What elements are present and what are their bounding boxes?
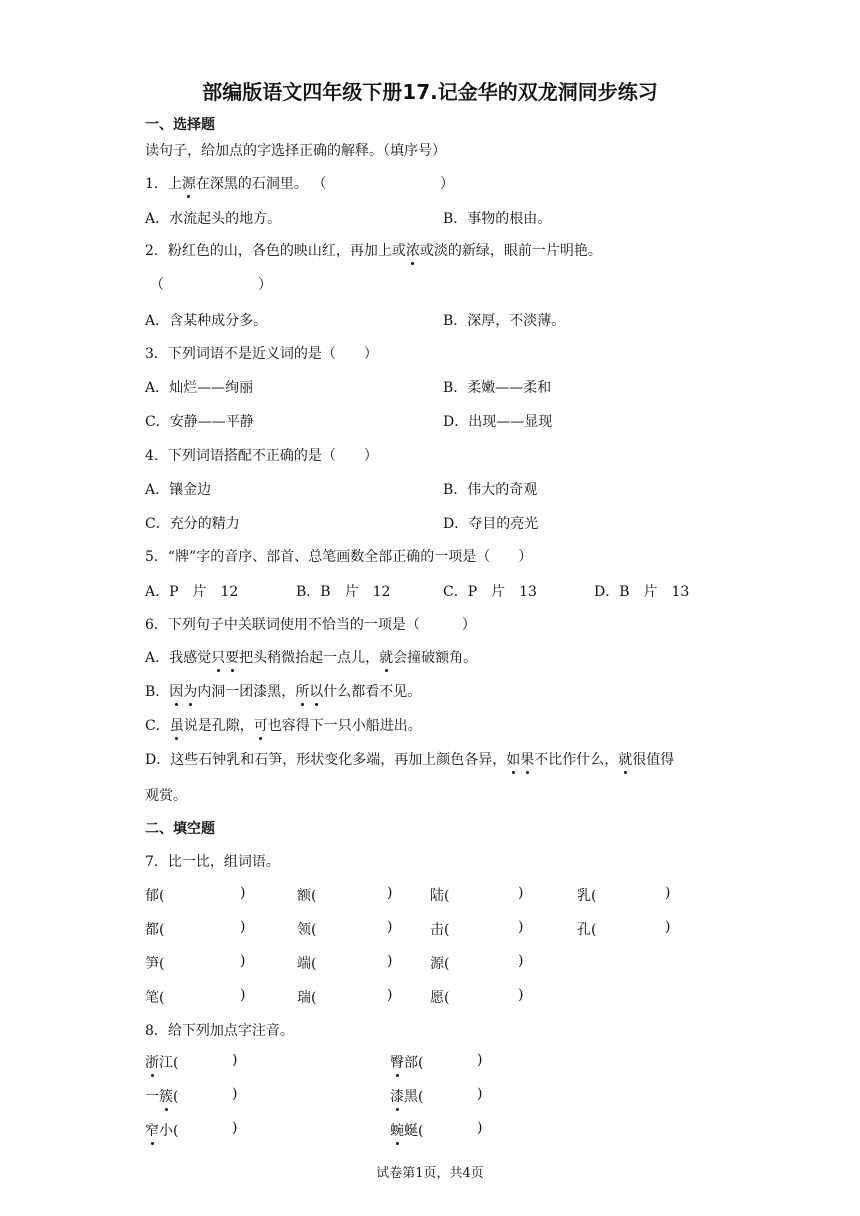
emphasized-char: 果 [520, 749, 534, 769]
q7-blank-close: ) [518, 953, 524, 969]
q8-blank-close: ) [477, 1120, 483, 1136]
q2-emphasized-char: 浓 [406, 240, 420, 260]
q6c-connective-2 [254, 718, 268, 734]
emphasized-char: 只 [211, 647, 225, 667]
q6c-connective-1 [170, 718, 184, 734]
emphasized-char: 要 [225, 647, 239, 667]
q7-word-cell[interactable]: 郁( [145, 888, 165, 904]
q7-word-cell[interactable]: 击( [430, 922, 450, 938]
q6b-seg: 内洞一团漆黑， [197, 684, 296, 700]
q8-text: 一 [145, 1089, 159, 1105]
q8-blank-close: ) [477, 1052, 483, 1068]
q6a-seg: 把头稍微抬起一点儿， [239, 650, 380, 666]
q7-blank-close: ) [387, 885, 393, 901]
q1-emphasized-char: 源 [182, 173, 196, 193]
q6d-connective-1 [506, 752, 534, 768]
page-title: 部编版语文四年级下册17.记金华的双龙洞同步练习 [202, 80, 658, 104]
q8-blank-close: ) [232, 1052, 238, 1068]
q8-text: 部( [404, 1055, 424, 1071]
q6d-connective-2 [618, 752, 632, 768]
q7-word-cell[interactable]: 领( [297, 922, 317, 938]
q7-blank-close: ) [518, 987, 524, 1003]
q8-left-item[interactable] [145, 1120, 178, 1140]
question-4-stem: 4．下列词语搭配不正确的是（ ） [145, 448, 378, 464]
q8-emphasized-char: 浙 [145, 1052, 159, 1072]
q3-option-d[interactable]: D．出现——显现 [443, 414, 553, 430]
q4-option-d[interactable]: D．夺目的亮光 [443, 516, 539, 532]
q6a-connective-1 [211, 650, 239, 666]
q6d-seg: D．这些石钟乳和石笋，形状变化多端，再加上颜色各异， [145, 752, 507, 768]
q6c-seg: C． [145, 718, 170, 734]
q8-left-item[interactable] [145, 1052, 178, 1072]
q6c-seg: 说是孔隙， [183, 718, 254, 734]
q6d-seg: 不比作什么， [534, 752, 619, 768]
q5-option-b[interactable]: B．B 片 12 [296, 584, 391, 600]
q7-word-cell[interactable]: 笋( [145, 956, 165, 972]
emphasized-char: 为 [183, 681, 197, 701]
q1-option-b[interactable]: B．事物的根由。 [443, 211, 552, 227]
section-fill-heading: 二、填空题 [145, 821, 215, 837]
q8-blank-close: ) [232, 1086, 238, 1102]
q7-blank-close: ) [240, 885, 246, 901]
q8-blank-close: ) [477, 1086, 483, 1102]
question-6-stem: 6．下列句子中关联词使用不恰当的一项是（ ） [145, 617, 476, 633]
q3-option-b[interactable]: B．柔嫩——柔和 [443, 380, 552, 396]
q4-option-a[interactable]: A．镶金边 [145, 482, 212, 498]
q7-blank-close: ) [387, 919, 393, 935]
q5-option-c[interactable]: C．P 片 13 [443, 584, 537, 600]
q5-option-d[interactable]: D．B 片 13 [594, 584, 690, 600]
question-7-stem: 7．比一比，组词语。 [145, 854, 280, 870]
q8-text: 蜒( [404, 1123, 424, 1139]
question-3-stem: 3．下列词语不是近义词的是（ ） [145, 346, 378, 362]
q7-blank-close: ) [387, 953, 393, 969]
q6a-connective-2 [379, 650, 393, 666]
q8-emphasized-char: 臀 [390, 1052, 404, 1072]
q6-option-c[interactable] [145, 715, 422, 735]
choice-instruction: 读句子，给加点的字选择正确的解释。（填序号） [145, 143, 446, 159]
q7-blank-close: ) [665, 885, 671, 901]
q8-text: 小( [159, 1123, 179, 1139]
q8-right-item[interactable] [390, 1086, 423, 1106]
q7-word-cell[interactable]: 孔( [577, 922, 597, 938]
question-5-stem: 5．“牌”字的音序、部首、总笔画数全部正确的一项是（ ） [145, 549, 533, 565]
q6-option-b[interactable] [145, 681, 421, 701]
q2-answer-blank-close[interactable]: ） [258, 277, 272, 293]
q7-word-cell[interactable]: 乳( [577, 888, 597, 904]
emphasized-char: 可 [254, 715, 268, 735]
q1-answer-blank-close[interactable]: ） [440, 176, 454, 192]
q7-blank-close: ) [240, 953, 246, 969]
emphasized-char: 以 [309, 681, 323, 701]
q8-right-item[interactable] [390, 1120, 423, 1140]
q8-emphasized-char: 簇 [159, 1086, 173, 1106]
q2-option-a[interactable]: A．含某种成分多。 [145, 313, 268, 329]
q8-emphasized-char: 蜿 [390, 1120, 404, 1140]
q7-word-cell[interactable]: 源( [430, 956, 450, 972]
section-choice-heading: 一、选择题 [145, 117, 215, 133]
q7-word-cell[interactable]: 瑞( [297, 990, 317, 1006]
q2-text-pre: 2．粉红色的山，各色的映山红，再加上或 [145, 243, 406, 259]
q7-blank-close: ) [518, 919, 524, 935]
q8-right-item[interactable] [390, 1052, 423, 1072]
q7-blank-close: ) [387, 987, 393, 1003]
q7-word-cell[interactable]: 陆( [430, 888, 450, 904]
q6a-seg: A．我感觉 [145, 650, 212, 666]
q8-emphasized-char: 窄 [145, 1120, 159, 1140]
q6-option-a[interactable] [145, 647, 477, 667]
q6c-seg: 也容得下一只小船进出。 [267, 718, 422, 734]
q7-blank-close: ) [665, 919, 671, 935]
q2-option-b[interactable]: B．深厚，不淡薄。 [443, 313, 566, 329]
q7-word-cell[interactable]: 愿( [430, 990, 450, 1006]
q6-option-d-continued: 观赏。 [145, 788, 187, 804]
q6b-seg: 什么都看不见。 [323, 684, 422, 700]
q8-text: 黑( [404, 1089, 424, 1105]
q8-blank-close: ) [232, 1120, 238, 1136]
q8-text: 江( [159, 1055, 179, 1071]
q7-word-cell[interactable]: 都( [145, 922, 165, 938]
q6b-seg: B． [145, 684, 170, 700]
page-footer: 试卷第1页，共4页 [376, 1166, 484, 1181]
q8-text: ( [173, 1089, 179, 1105]
q5-option-a[interactable]: A．P 片 12 [145, 584, 239, 600]
q7-word-cell[interactable]: 端( [297, 956, 317, 972]
q8-left-item[interactable] [145, 1086, 178, 1106]
question-2-stem [145, 240, 602, 260]
q2-text-post: 或淡的新绿，眼前一片明艳。 [419, 243, 602, 259]
q6a-seg: 会撞破额角。 [393, 650, 478, 666]
q7-blank-close: ) [240, 987, 246, 1003]
q6d-seg: 很值得 [632, 752, 675, 768]
q1-text-pre: 1．上 [145, 176, 182, 192]
q1-option-a[interactable]: A．水流起头的地方。 [145, 211, 282, 227]
q8-emphasized-char: 漆 [390, 1086, 404, 1106]
q3-option-a[interactable]: A．灿烂——绚丽 [145, 380, 254, 396]
emphasized-char: 就 [618, 749, 632, 769]
emphasized-char: 如 [506, 749, 520, 769]
emphasized-char: 虽 [170, 715, 184, 735]
q3-option-c[interactable]: C．安静——平静 [145, 414, 254, 430]
emphasized-char: 就 [379, 647, 393, 667]
question-8-stem: 8．给下列加点字注音。 [145, 1023, 294, 1039]
question-1-stem [145, 173, 326, 193]
q2-answer-blank-open[interactable]: （ [150, 277, 164, 293]
q6-option-d[interactable] [145, 749, 674, 769]
q1-text-post: 在深黑的石洞里。 （ [195, 176, 327, 192]
q7-blank-close: ) [240, 919, 246, 935]
emphasized-char: 因 [169, 681, 183, 701]
q4-option-b[interactable]: B．伟大的奇观 [443, 482, 538, 498]
q6b-connective-2 [295, 684, 323, 700]
emphasized-char: 所 [295, 681, 309, 701]
q7-word-cell[interactable]: 额( [297, 888, 317, 904]
q6b-connective-1 [169, 684, 197, 700]
q7-word-cell[interactable]: 笔( [145, 990, 165, 1006]
q7-blank-close: ) [518, 885, 524, 901]
q4-option-c[interactable]: C．充分的精力 [145, 516, 240, 532]
